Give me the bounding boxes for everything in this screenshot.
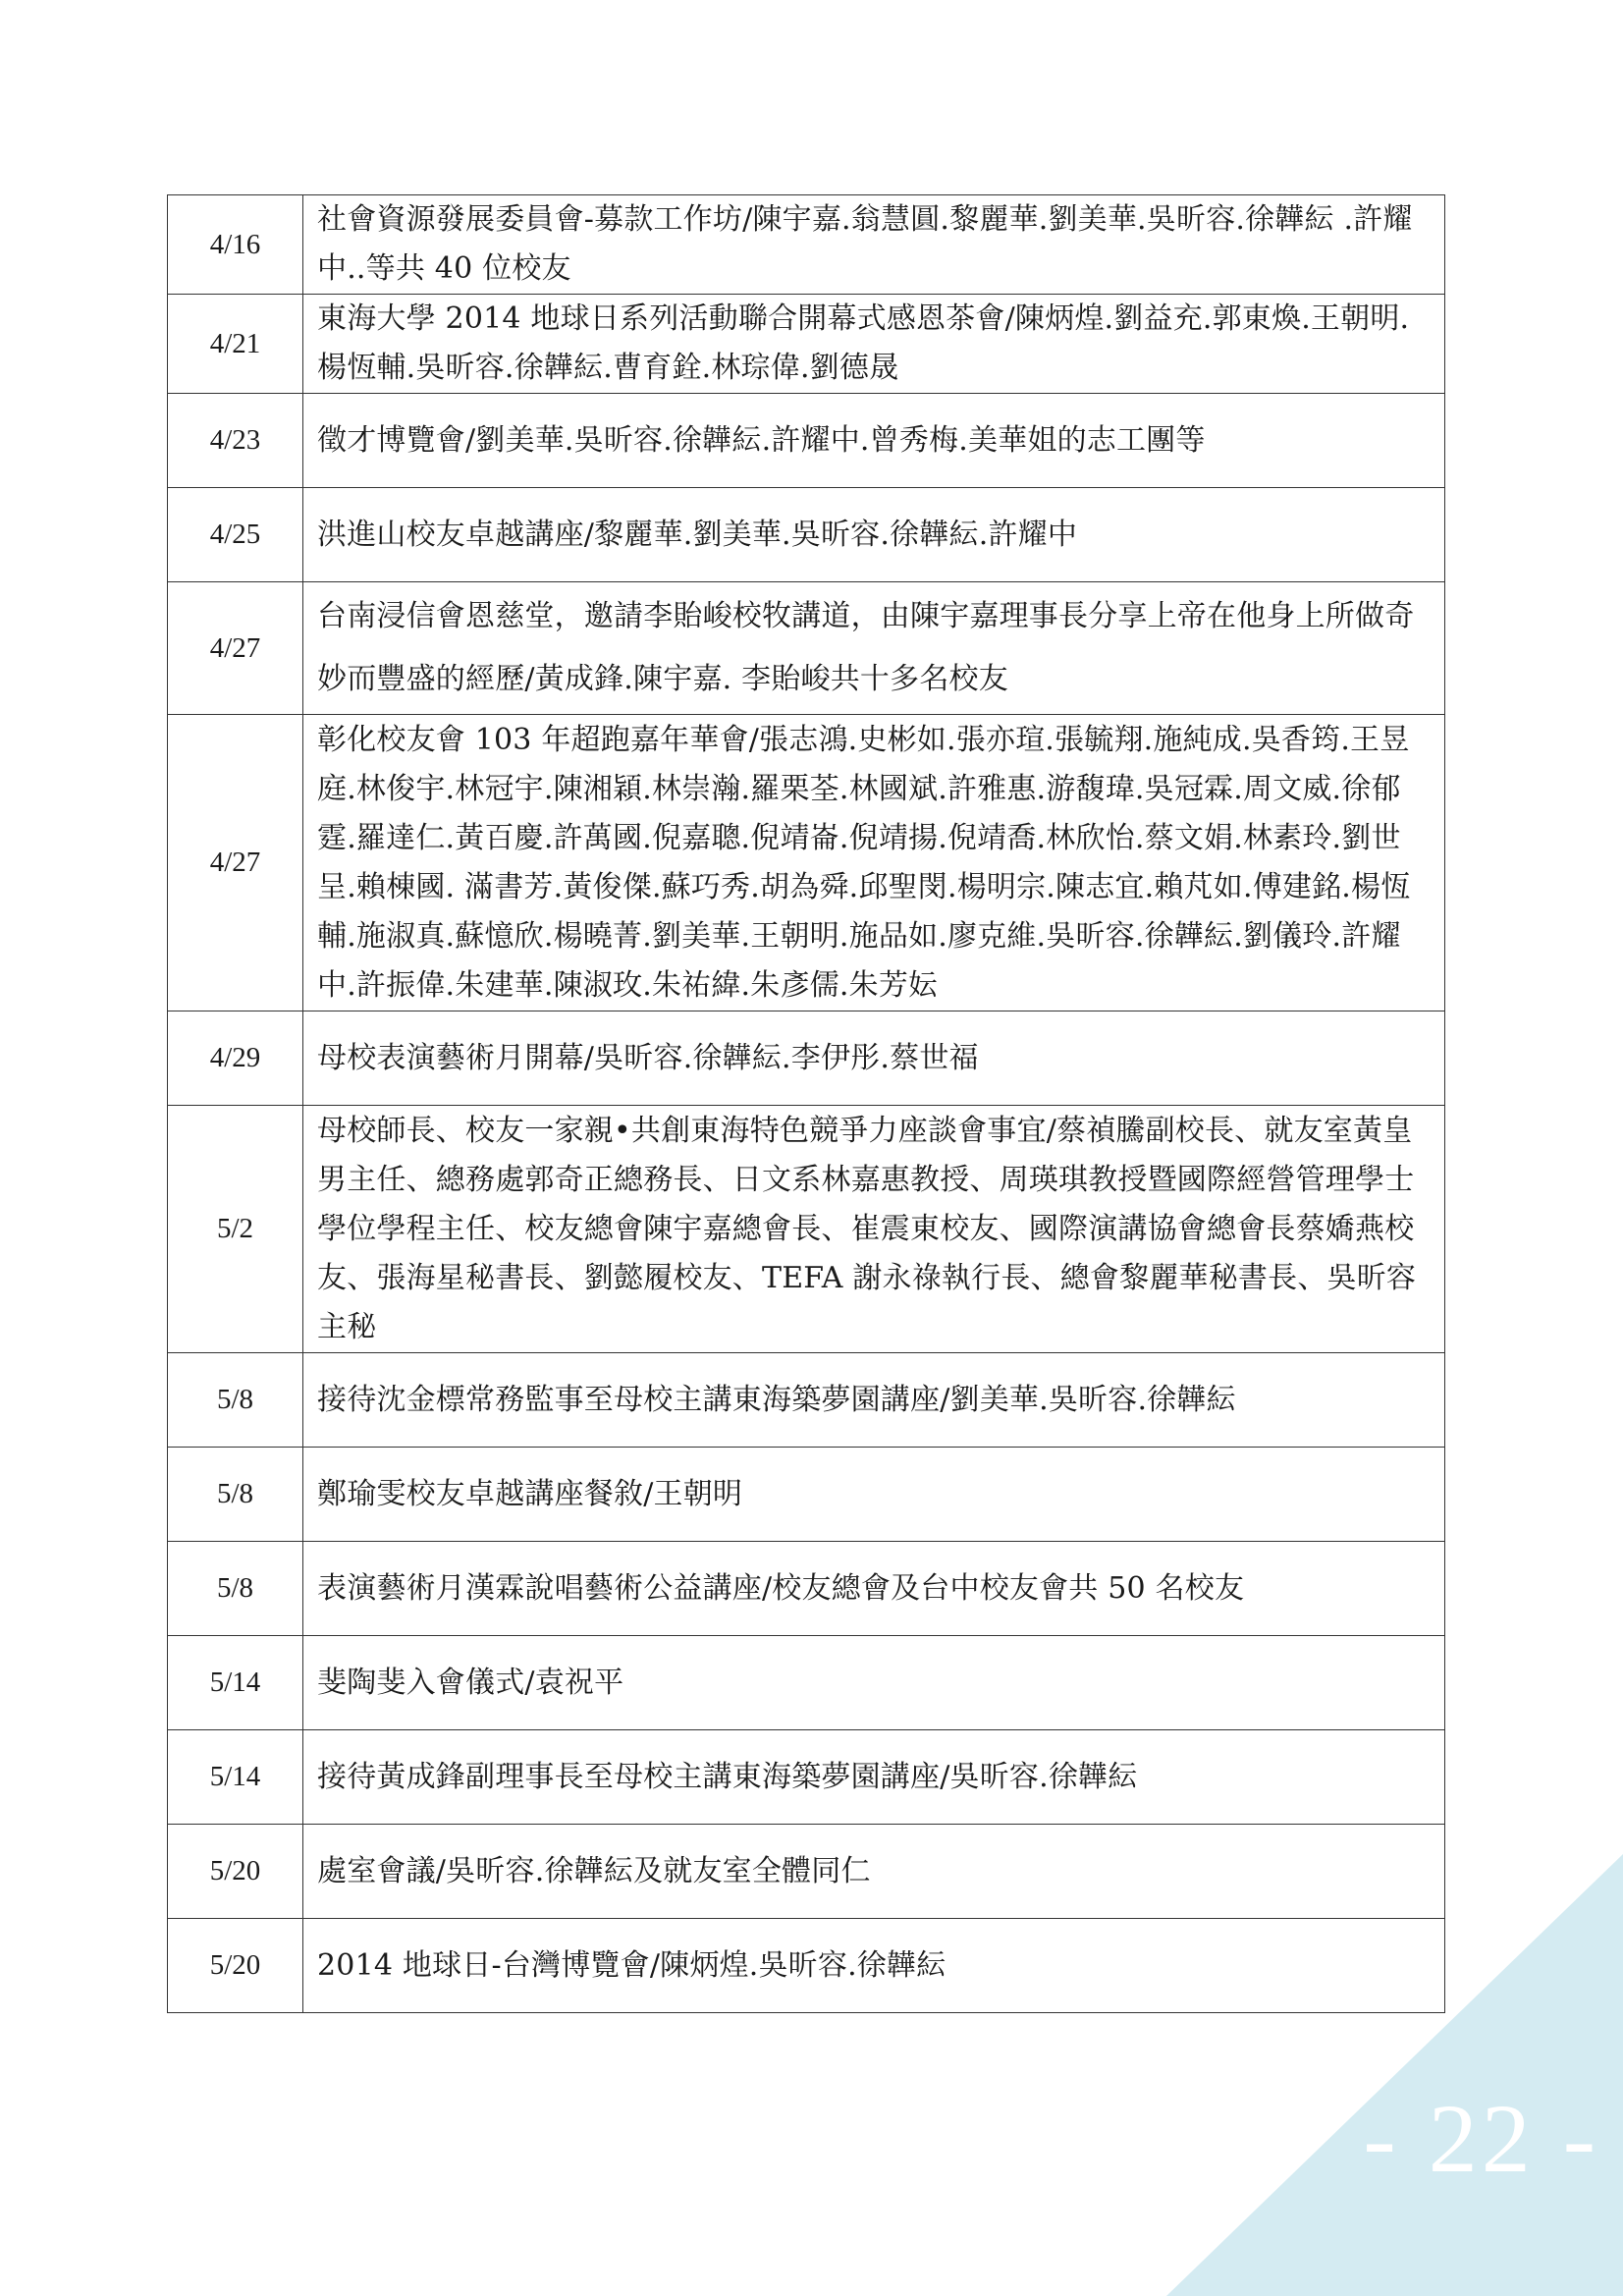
activity-cell: 社會資源發展委員會-募款工作坊/陳宇嘉.翁慧圓.黎麗華.劉美華.吳昕容.徐韡紜 .許耀中..等共 40 位校友 xyxy=(303,195,1445,295)
activity-cell: 處室會議/吳昕容.徐韡紜及就友室全體同仁 xyxy=(303,1825,1445,1919)
date-cell: 4/27 xyxy=(168,582,303,715)
activity-cell: 表演藝術月漢霖說唱藝術公益講座/校友總會及台中校友會共 50 名校友 xyxy=(303,1542,1445,1636)
activity-cell: 洪進山校友卓越講座/黎麗華.劉美華.吳昕容.徐韡紜.許耀中 xyxy=(303,488,1445,582)
activity-cell: 斐陶斐入會儀式/袁祝平 xyxy=(303,1636,1445,1730)
date-cell: 5/8 xyxy=(168,1353,303,1448)
table-row xyxy=(168,1730,1445,1825)
table-row xyxy=(168,488,1445,582)
activity-cell: 徵才博覽會/劉美華.吳昕容.徐韡紜.許耀中.曾秀梅.美華姐的志工團等 xyxy=(303,394,1445,488)
table-row xyxy=(168,715,1445,1011)
date-cell: 4/16 xyxy=(168,195,303,295)
date-cell: 5/14 xyxy=(168,1636,303,1730)
table-row xyxy=(168,394,1445,488)
table-row xyxy=(168,1825,1445,1919)
date-cell: 5/14 xyxy=(168,1730,303,1825)
date-cell: 5/8 xyxy=(168,1542,303,1636)
date-cell: 5/2 xyxy=(168,1106,303,1353)
date-cell: 4/23 xyxy=(168,394,303,488)
activity-cell: 台南浸信會恩慈堂，邀請李貽峻校牧講道，由陳宇嘉理事長分享上帝在他身上所做奇妙而豐盛的經歷/黃成鋒.陳宇嘉. 李貽峻共十多名校友 xyxy=(303,582,1445,715)
date-cell: 4/29 xyxy=(168,1011,303,1106)
date-cell: 5/8 xyxy=(168,1448,303,1542)
table-row xyxy=(168,1106,1445,1353)
date-cell: 5/20 xyxy=(168,1919,303,2013)
activity-cell: 彰化校友會 103 年超跑嘉年華會/張志鴻.史彬如.張亦瑄.張毓翔.施純成.吳香筠.王昱庭.林俊宇.林冠宇.陳湘穎.林崇瀚.羅栗荃.林國斌.許雅惠.游馥瑋.吳冠霖.周文威.徐郁霆.羅達仁.黃百慶.許萬國.倪嘉聰.倪靖崙.倪靖揚.倪靖喬.林欣怡.蔡文娟.林素玲.劉世呈.賴棟國. 滿書芳.黃俊傑.蘇巧秀.胡為舜.邱聖閔.楊明宗.陳志宜.賴芃如.傅建銘.楊恆輔.施淑真.蘇憶欣.楊曉菁.劉美華.王朝明.施品如.廖克維.吳昕容.徐韡紜.劉儀玲.許耀中.許振偉.朱建華.陳淑玫.朱祐緯.朱彥儒.朱芳妘 xyxy=(303,715,1445,1011)
date-cell: 4/25 xyxy=(168,488,303,582)
page-number: - 22 - xyxy=(1363,2084,1599,2193)
table-row xyxy=(168,1919,1445,2013)
table-row xyxy=(168,1448,1445,1542)
activity-cell: 鄭瑜雯校友卓越講座餐敘/王朝明 xyxy=(303,1448,1445,1542)
activity-cell: 母校師長、校友一家親•共創東海特色競爭力座談會事宜/蔡禎騰副校長、就友室黃皇男主任、總務處郭奇正總務長、日文系林嘉惠教授、周瑛琪教授暨國際經營管理學士學位學程主任、校友總會陳宇嘉總會長、崔震東校友、國際演講協會總會長蔡嬌燕校友、張海星秘書長、劉懿履校友、TEFA 謝永祿執行長、總會黎麗華秘書長、吳昕容主秘 xyxy=(303,1106,1445,1353)
activity-schedule-table xyxy=(167,194,1445,2013)
date-cell: 4/27 xyxy=(168,715,303,1011)
table-row xyxy=(168,295,1445,394)
date-cell: 5/20 xyxy=(168,1825,303,1919)
date-cell: 4/21 xyxy=(168,295,303,394)
table-row xyxy=(168,1353,1445,1448)
activity-cell: 2014 地球日-台灣博覽會/陳炳煌.吳昕容.徐韡紜 xyxy=(303,1919,1445,2013)
activity-cell: 母校表演藝術月開幕/吳昕容.徐韡紜.李伊彤.蔡世福 xyxy=(303,1011,1445,1106)
table-row xyxy=(168,1636,1445,1730)
activity-cell: 東海大學 2014 地球日系列活動聯合開幕式感恩茶會/陳炳煌.劉益充.郭東煥.王朝明.楊恆輔.吳昕容.徐韡紜.曹育銓.林琮偉.劉德晟 xyxy=(303,295,1445,394)
table-row xyxy=(168,1542,1445,1636)
activity-cell: 接待黃成鋒副理事長至母校主講東海築夢園講座/吳昕容.徐韡紜 xyxy=(303,1730,1445,1825)
activity-cell: 接待沈金標常務監事至母校主講東海築夢園講座/劉美華.吳昕容.徐韡紜 xyxy=(303,1353,1445,1448)
table-row xyxy=(168,195,1445,295)
table-row xyxy=(168,1011,1445,1106)
table-row xyxy=(168,582,1445,715)
